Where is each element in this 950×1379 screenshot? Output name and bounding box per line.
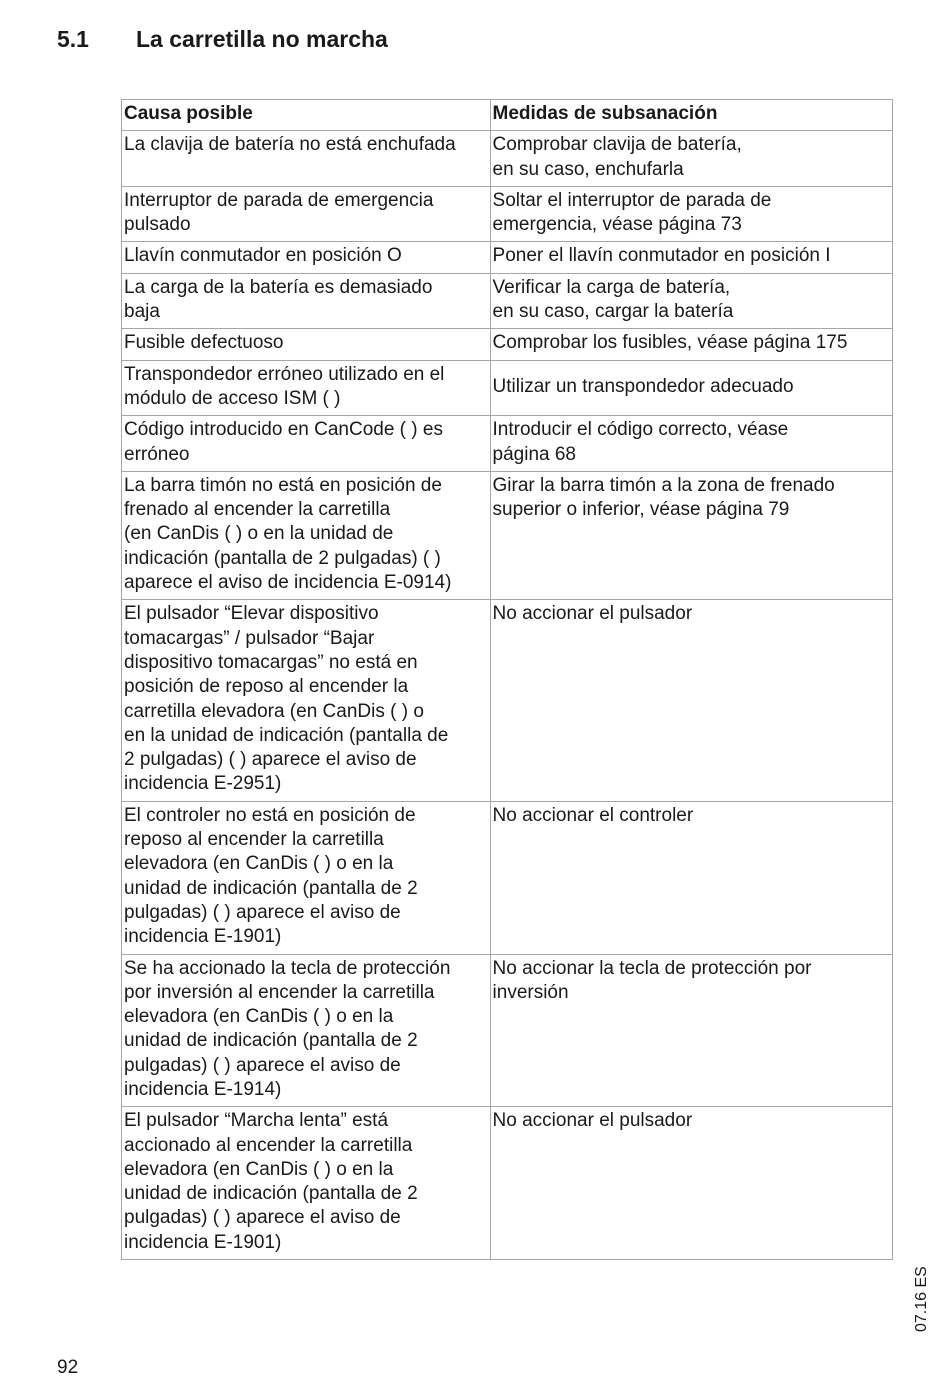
cause-text-line: pulsado xyxy=(124,214,191,236)
cause-cell xyxy=(122,471,491,599)
cause-text-line: El pulsador “Elevar dispositivo xyxy=(124,603,379,625)
table-row xyxy=(122,416,893,472)
cause-cell xyxy=(122,273,491,329)
cause-cell xyxy=(122,954,491,1107)
remedy-cell xyxy=(490,471,892,599)
table-row xyxy=(122,186,893,242)
cause-text-line: La barra timón no está en posición de xyxy=(124,474,442,496)
cause-text-line: Interruptor de parada de emergencia xyxy=(124,189,434,211)
edition-label: 07.16 ES xyxy=(913,1266,930,1332)
remedy-text-line: superior o inferior, véase página 79 xyxy=(492,499,790,521)
table-row xyxy=(122,131,893,187)
table-row xyxy=(122,600,893,801)
remedy-text-line: No accionar el controler xyxy=(492,804,694,826)
cause-text-line: incidencia E-1901) xyxy=(124,1231,282,1253)
remedy-cell xyxy=(490,329,892,360)
cause-text-line: incidencia E-1901) xyxy=(124,926,282,948)
header-remedy: Medidas de subsanación xyxy=(490,100,892,131)
cause-text-line: incidencia E-2951) xyxy=(124,773,282,795)
cause-cell xyxy=(122,1107,491,1260)
remedy-text-line: página 68 xyxy=(492,443,576,465)
remedy-text-line: Verificar la carga de batería, xyxy=(492,276,731,298)
cause-text-line: elevadora (en CanDis ( ) o en la xyxy=(124,1158,394,1180)
cause-text-line: unidad de indicación (pantalla de 2 xyxy=(124,1183,418,1205)
cause-cell xyxy=(122,360,491,416)
cause-text-line: 2 pulgadas) ( ) aparece el aviso de xyxy=(124,749,417,771)
cause-text-line: accionado al encender la carretilla xyxy=(124,1134,413,1156)
remedy-cell xyxy=(490,186,892,242)
remedy-text-line: inversión xyxy=(492,981,569,1003)
cause-text-line: carretilla elevadora (en CanDis ( ) o xyxy=(124,700,424,722)
remedy-text-line: Comprobar los fusibles, véase página 175 xyxy=(492,332,848,354)
remedy-text-line: Poner el llavín conmutador en posición I xyxy=(492,245,831,267)
cause-text-line: en la unidad de indicación (pantalla de xyxy=(124,724,449,746)
table-row xyxy=(122,1107,893,1260)
remedy-cell xyxy=(490,416,892,472)
section-number: 5.1 xyxy=(57,26,89,52)
table-row xyxy=(122,329,893,360)
table-header-row xyxy=(122,100,893,131)
cause-text-line: módulo de acceso ISM ( ) xyxy=(124,387,341,409)
cause-text-line: baja xyxy=(124,301,160,323)
cause-text-line: indicación (pantalla de 2 pulgadas) ( ) xyxy=(124,547,441,569)
remedy-cell xyxy=(490,131,892,187)
table-row xyxy=(122,242,893,273)
remedy-text-line: en su caso, cargar la batería xyxy=(492,301,734,323)
cause-text-line: dispositivo tomacargas” no está en xyxy=(124,651,418,673)
cause-text-line: La carga de la batería es demasiado xyxy=(124,276,433,298)
remedy-cell xyxy=(490,954,892,1107)
table-row xyxy=(122,471,893,599)
remedy-cell xyxy=(490,1107,892,1260)
cause-text-line: tomacargas” / pulsador “Bajar xyxy=(124,627,375,649)
cause-text-line: El pulsador “Marcha lenta” está xyxy=(124,1110,389,1132)
cause-text-line: incidencia E-1914) xyxy=(124,1078,282,1100)
remedy-text-line: emergencia, véase página 73 xyxy=(492,214,742,236)
cause-cell xyxy=(122,242,491,273)
cause-text-line: El controler no está en posición de xyxy=(124,804,416,826)
remedy-text-line: Introducir el código correcto, véase xyxy=(492,419,789,441)
cause-text-line: Fusible defectuoso xyxy=(124,332,284,354)
remedy-text-line: en su caso, enchufarla xyxy=(492,158,684,180)
page-number: 92 xyxy=(57,1357,79,1378)
cause-text-line: Se ha accionado la tecla de protección xyxy=(124,957,451,979)
cause-cell xyxy=(122,131,491,187)
cause-text-line: frenado al encender la carretilla xyxy=(124,499,391,521)
cause-cell xyxy=(122,186,491,242)
cause-text-line: Transpondedor erróneo utilizado en el xyxy=(124,363,445,385)
cause-text-line: (en CanDis ( ) o en la unidad de xyxy=(124,523,394,545)
cause-cell xyxy=(122,801,491,954)
cause-cell xyxy=(122,329,491,360)
remedy-text-line: Soltar el interruptor de parada de xyxy=(492,189,772,211)
cause-text-line: La clavija de batería no está enchufada xyxy=(124,134,456,156)
table-row xyxy=(122,801,893,954)
section-title: La carretilla no marcha xyxy=(136,26,388,52)
cause-text-line: elevadora (en CanDis ( ) o en la xyxy=(124,1006,394,1028)
remedy-text-line: Girar la barra timón a la zona de frenado xyxy=(492,474,835,496)
cause-text-line: aparece el aviso de incidencia E-0914) xyxy=(124,572,452,594)
remedy-cell xyxy=(490,360,892,416)
cause-text-line: unidad de indicación (pantalla de 2 xyxy=(124,1030,418,1052)
table-body xyxy=(122,131,893,1260)
remedy-text-line: No accionar el pulsador xyxy=(492,603,693,625)
cause-text-line: erróneo xyxy=(124,443,190,465)
cause-text-line: pulgadas) ( ) aparece el aviso de xyxy=(124,901,401,923)
remedy-text-line: No accionar el pulsador xyxy=(492,1110,693,1132)
cause-text-line: posición de reposo al encender la xyxy=(124,676,409,698)
table-row xyxy=(122,954,893,1107)
section-heading xyxy=(57,26,388,53)
remedy-text-line: No accionar la tecla de protección por xyxy=(492,957,812,979)
remedy-cell xyxy=(490,273,892,329)
cause-text-line: reposo al encender la carretilla xyxy=(124,829,384,851)
header-cause: Causa posible xyxy=(122,100,491,131)
cause-text-line: Llavín conmutador en posición O xyxy=(124,245,402,267)
remedy-cell xyxy=(490,801,892,954)
cause-text-line: pulgadas) ( ) aparece el aviso de xyxy=(124,1054,401,1076)
remedy-cell xyxy=(490,600,892,801)
remedy-text-line: Utilizar un transpondedor adecuado xyxy=(492,375,794,397)
cause-text-line: por inversión al encender la carretilla xyxy=(124,981,435,1003)
table-row xyxy=(122,360,893,416)
remedy-cell xyxy=(490,242,892,273)
cause-cell xyxy=(122,600,491,801)
cause-text-line: Código introducido en CanCode ( ) es xyxy=(124,419,443,441)
cause-text-line: elevadora (en CanDis ( ) o en la xyxy=(124,853,394,875)
troubleshooting-table xyxy=(121,99,893,1260)
remedy-text-line: Comprobar clavija de batería, xyxy=(492,134,742,156)
cause-text-line: pulgadas) ( ) aparece el aviso de xyxy=(124,1207,401,1229)
cause-text-line: unidad de indicación (pantalla de 2 xyxy=(124,877,418,899)
table-row xyxy=(122,273,893,329)
cause-cell xyxy=(122,416,491,472)
